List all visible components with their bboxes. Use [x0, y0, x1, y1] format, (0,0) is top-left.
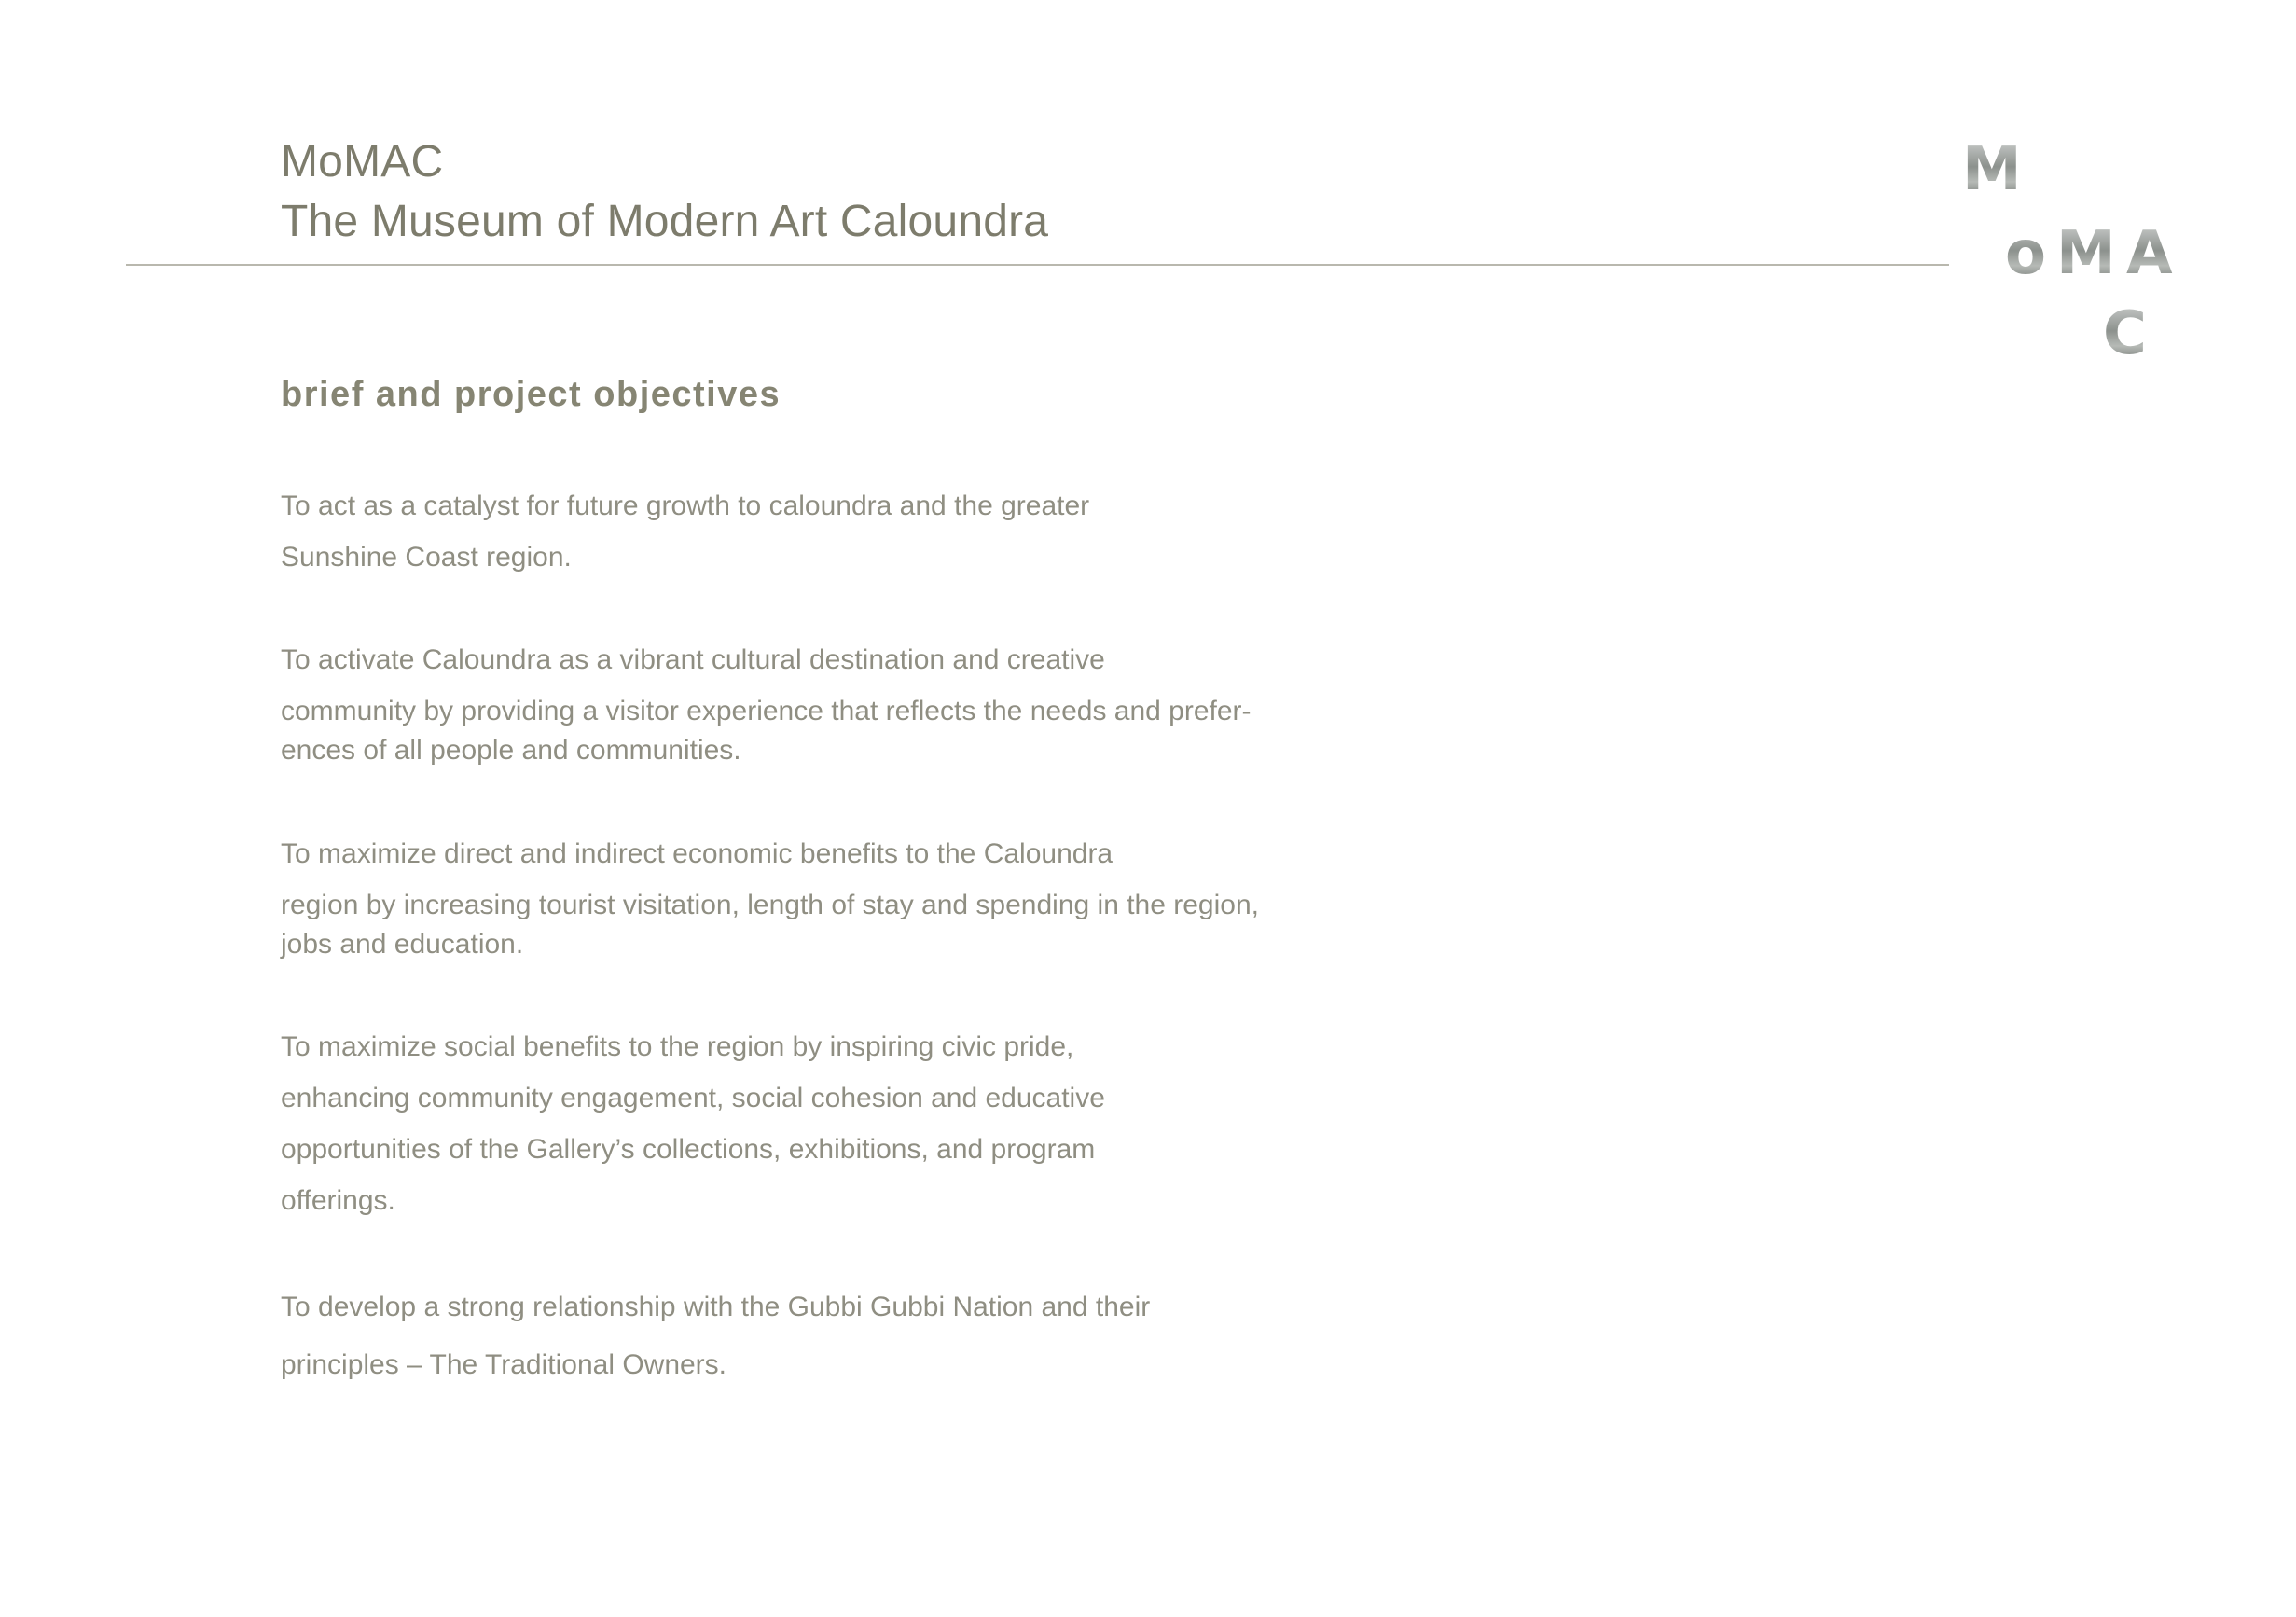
objective-item	[281, 480, 1353, 583]
objective-line: enhancing community engagement, social cohesion and educative	[281, 1083, 1105, 1113]
logo-letter-a: A	[2126, 219, 2173, 288]
objective-line: To maximize direct and indirect economic benefits to the Caloundra	[281, 838, 1113, 869]
objective-line: To maximize social benefits to the region by inspiring civic pride,	[281, 1031, 1074, 1062]
objective-line: Sunshine Coast region.	[281, 542, 572, 573]
objective-item	[281, 828, 1353, 964]
logo-letter-c: C	[2103, 299, 2147, 368]
title-full: The Museum of Modern Art Caloundra	[281, 197, 1049, 246]
logo-letter-o: o	[2005, 219, 2046, 288]
objective-item	[281, 1021, 1353, 1226]
page-title	[281, 132, 1048, 252]
objective-line: region by increasing tourist visitation, length of stay and spending in the region,	[281, 890, 1259, 920]
objective-line: community by providing a visitor experience that reflects the needs and prefer-	[281, 696, 1252, 726]
objective-line: ences of all people and communities.	[281, 735, 741, 766]
momac-logo	[1954, 135, 2196, 373]
objective-line: offerings.	[281, 1185, 395, 1216]
objective-item	[281, 1278, 1353, 1394]
objective-line: To act as a catalyst for future growth to caloundra and the greater	[281, 491, 1090, 521]
header-divider	[126, 264, 1949, 266]
section-heading: brief and project objectives	[281, 375, 781, 414]
objective-line: jobs and education.	[281, 929, 524, 960]
objective-line: To develop a strong relationship with the Gubbi Gubbi Nation and their	[281, 1292, 1151, 1322]
logo-letter-m2: M	[2056, 219, 2116, 288]
objective-line: opportunities of the Gallery’s collections, exhibitions, and program	[281, 1134, 1096, 1165]
title-short: MoMAC	[281, 137, 444, 187]
objective-line: principles – The Traditional Owners.	[281, 1349, 727, 1380]
objective-line: To activate Caloundra as a vibrant cultural destination and creative	[281, 644, 1105, 675]
logo-letter-m1: M	[1962, 135, 2022, 204]
objective-item	[281, 634, 1353, 770]
